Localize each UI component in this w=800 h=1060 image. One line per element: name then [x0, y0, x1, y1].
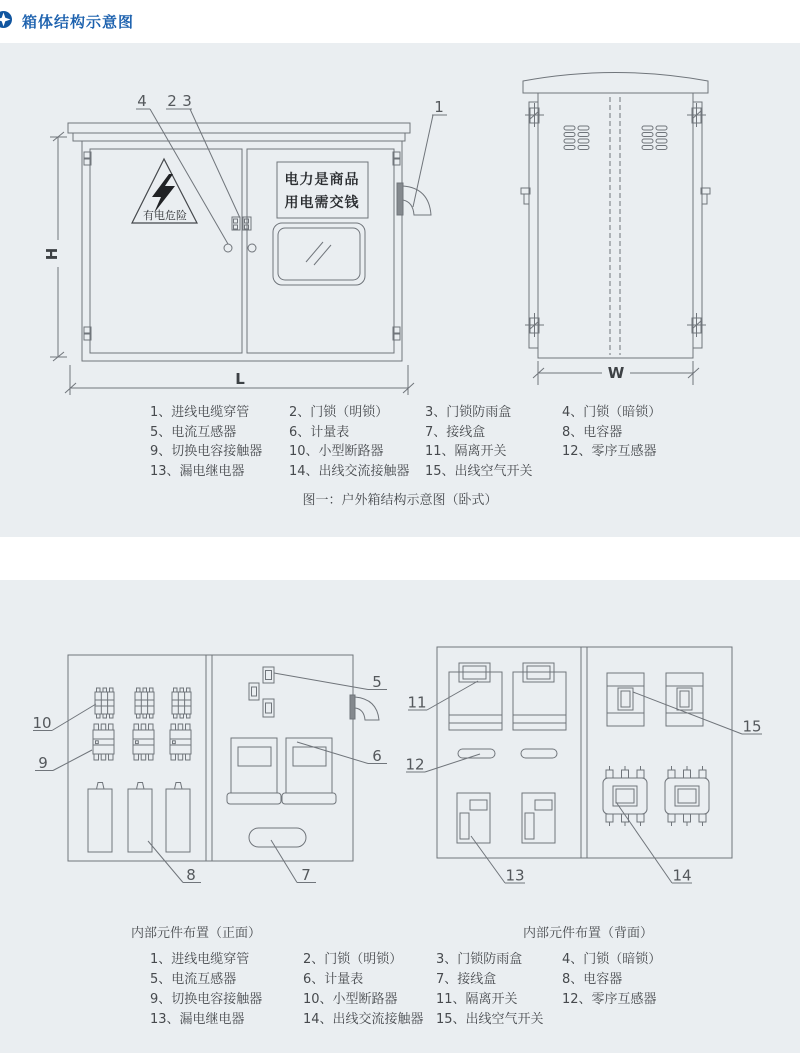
leakage-relays: [457, 793, 555, 843]
mini-breakers: [95, 688, 191, 718]
callout-13: 13: [505, 866, 525, 885]
callout-15: 15: [742, 717, 762, 736]
callout-9: 9: [38, 754, 48, 772]
dim-l-label: L: [235, 370, 245, 388]
lightning-icon: [152, 174, 175, 213]
callout-5: 5: [372, 673, 382, 691]
hidden-lock-right: [248, 244, 256, 252]
callout-7: 7: [301, 866, 311, 884]
side-hinges: [525, 103, 706, 337]
legend-item: 3、门锁防雨盒: [425, 405, 512, 420]
side-roof: [523, 73, 708, 94]
callout-6: 6: [372, 747, 382, 765]
dim-h-label: H: [43, 247, 61, 261]
legend-item: 2、门锁（明锁）: [289, 405, 389, 420]
internal-front-box: [68, 655, 353, 861]
dimension-w: [533, 361, 699, 385]
side-view-drawing: [490, 55, 750, 400]
cable-conduit: [350, 695, 379, 720]
callout-1: 1: [434, 98, 444, 116]
legend-item: 11、隔离开关: [436, 992, 518, 1007]
side-body: [521, 73, 710, 359]
callout-10: 10: [32, 714, 52, 732]
current-transformers: [249, 667, 274, 717]
warning-sign: [132, 159, 197, 223]
callout-12: 12: [405, 755, 425, 774]
callout-2: 2: [167, 92, 177, 110]
notice-line1: 电力是商品: [284, 172, 360, 188]
legend-item: 6、计量表: [289, 424, 350, 440]
legend-item: 1、进线电缆穿管: [150, 952, 250, 967]
internal-back-drawing: [405, 640, 795, 910]
cabinet-roof: [68, 123, 410, 141]
legend-item: 14、出线交流接触器: [303, 1012, 424, 1027]
legend-item: 5、电流互感器: [150, 972, 237, 987]
legend-item: 3、门锁防雨盒: [436, 952, 523, 967]
callout-11: 11: [407, 693, 427, 712]
callout-4: 4: [137, 92, 147, 110]
legend-item: [562, 1010, 732, 1030]
outgoing-air-switches: [607, 673, 703, 726]
dim-w-label: W: [607, 364, 625, 382]
callout-14: 14: [672, 866, 692, 885]
legend-item: 2、门锁（明锁）: [303, 952, 403, 967]
internal-front-drawing: [20, 640, 410, 910]
legend-item: 8、电容器: [562, 972, 623, 987]
callout-8: 8: [186, 866, 196, 884]
figure1-caption: 图一：户外箱结构示意图（卧式）: [302, 493, 498, 508]
capacitors: [88, 783, 190, 853]
front-view-drawing: [40, 55, 460, 400]
energy-meters: [227, 738, 336, 804]
legend-item: 15、出线空气开关: [425, 463, 533, 479]
legend-item: 8、电容器: [562, 424, 623, 440]
legend-item: 6、计量表: [303, 972, 364, 987]
legend-item: 10、小型断路器: [289, 444, 384, 459]
legend-item: 4、门锁（暗锁）: [562, 952, 662, 967]
legend-item: 7、接线盒: [425, 424, 486, 440]
legend-item: 13、漏电继电器: [150, 463, 245, 479]
legend-item: 15、出线空气开关: [436, 1012, 544, 1027]
capacitor-contactors: [93, 724, 191, 760]
legend-item: 12、零序互感器: [562, 444, 657, 459]
legend-item: 9、切换电容接触器: [150, 444, 263, 459]
legend-item: 11、隔离开关: [425, 444, 507, 459]
ac-contactors: [603, 766, 709, 826]
vent-louvers: [564, 126, 667, 150]
hidden-lock-left: [224, 244, 232, 252]
dimension-h: [43, 132, 67, 361]
figure1-legend: [150, 403, 732, 481]
door-window: [273, 223, 365, 285]
legend-item: 13、漏电继电器: [150, 1012, 245, 1027]
warning-text: 有电危险: [143, 209, 187, 222]
dimension-l: [65, 365, 414, 395]
legend-item: 5、电流互感器: [150, 424, 237, 440]
figure2-legend: [150, 950, 732, 1030]
legend-item: 9、切换电容接触器: [150, 992, 263, 1007]
legend-item: 4、门锁（暗锁）: [562, 405, 662, 420]
callout-3: 3: [182, 92, 192, 110]
legend-item: 7、接线盒: [436, 972, 497, 987]
cable-conduit: [397, 183, 431, 215]
legend-item: [562, 462, 732, 482]
title-bullet-icon: [0, 10, 13, 29]
legend-item: 10、小型断路器: [303, 992, 398, 1007]
internal-back-caption: 内部元件布置（背面）: [522, 926, 653, 941]
junction-box: [249, 828, 306, 847]
legend-item: 14、出线交流接触器: [289, 463, 410, 479]
legend-item: 1、进线电缆穿管: [150, 405, 250, 420]
internal-front-caption: 内部元件布置（正面）: [130, 926, 261, 941]
callout-leaders: [33, 673, 387, 883]
notice-line2: 用电需交钱: [284, 195, 360, 211]
page-title: 箱体结构示意图: [22, 13, 135, 31]
legend-item: 12、零序互感器: [562, 992, 657, 1007]
isolator-switches: [449, 663, 566, 730]
